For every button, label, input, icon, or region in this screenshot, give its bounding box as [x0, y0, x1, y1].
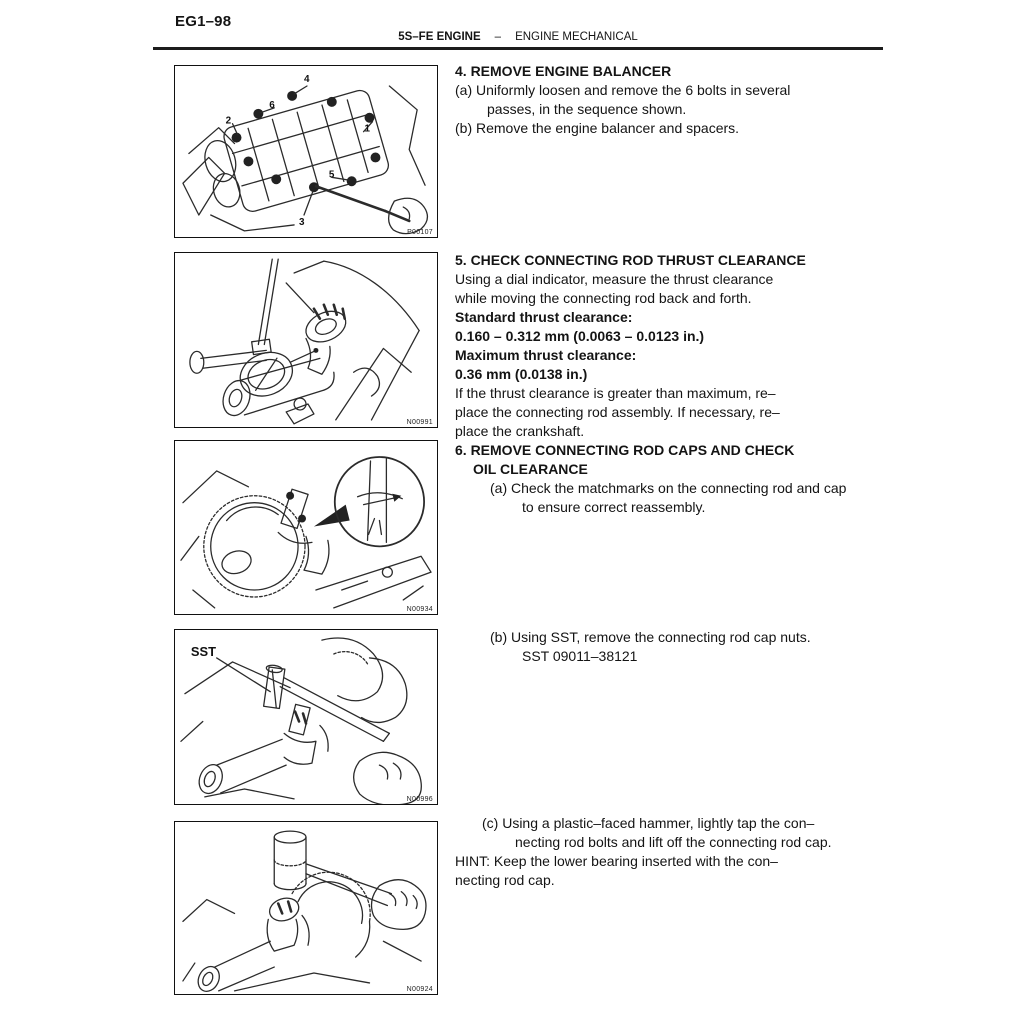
figure-sst-cap-nuts	[174, 629, 438, 805]
section-4-text	[455, 62, 895, 138]
text-line: place the crankshaft.	[455, 423, 585, 439]
connecting-rod-cluster	[267, 895, 309, 952]
figure-code: N00996	[406, 796, 433, 803]
hammer-icon	[274, 831, 306, 890]
bolt-number-1: 1	[364, 123, 371, 135]
figure-code: N00934	[406, 606, 433, 613]
text-line: passes, in the sequence shown.	[487, 101, 687, 117]
ring-gear-arc	[292, 872, 370, 957]
text-line: necting rod bolts and lift off the connecting rod cap.	[515, 834, 832, 850]
section-6b-text	[455, 628, 895, 666]
section-5-6-text	[455, 251, 895, 517]
running-header-separator: –	[494, 31, 502, 43]
magnifier-circle	[335, 457, 424, 546]
text-line: 4. REMOVE ENGINE BALANCER	[455, 63, 672, 79]
crank-journal	[195, 739, 286, 797]
bearing-cap-baseplate	[316, 556, 431, 608]
crankshaft-webs	[322, 638, 407, 722]
text-line: SST 09011–38121	[522, 648, 638, 664]
hammer-illustration	[175, 822, 437, 994]
text-line: OIL CLEARANCE	[473, 461, 588, 477]
sst-socket-tool	[264, 664, 285, 708]
hand-icon	[372, 880, 426, 930]
text-line: Maximum thrust clearance:	[455, 347, 637, 363]
text-line: HINT: Keep the lower bearing inserted with the con–	[455, 853, 778, 869]
socket-wrench-icon	[316, 186, 428, 233]
text-line: to ensure correct reassembly.	[522, 499, 706, 515]
magnifier-pointer	[314, 505, 350, 527]
page-number: EG1–98	[175, 13, 232, 30]
figure-code: N00924	[406, 986, 433, 993]
text-line: 5. CHECK CONNECTING ROD THRUST CLEARANCE	[455, 252, 806, 268]
connecting-rod	[301, 305, 350, 374]
hammer-handle	[306, 864, 391, 906]
figure-matchmarks	[174, 440, 438, 615]
text-line: necting rod cap.	[455, 872, 555, 888]
text-line: Using a dial indicator, measure the thrust clearance	[455, 271, 774, 287]
text-line: Standard thrust clearance:	[455, 309, 633, 325]
flywheel-ring-gear	[204, 496, 305, 597]
wrench-handle	[280, 678, 389, 742]
text-line: place the connecting rod assembly. If necessary, re–	[455, 404, 780, 420]
sst-label: SST	[190, 643, 216, 659]
indicator-stand	[190, 259, 278, 373]
bolt-number-2: 2	[225, 115, 232, 127]
text-line: (b) Using SST, remove the connecting rod cap nuts.	[490, 629, 811, 645]
text-line: 0.160 – 0.312 mm (0.0063 – 0.0123 in.)	[455, 328, 705, 344]
text-line: 0.36 mm (0.0138 in.)	[455, 366, 588, 382]
bolt-number-6: 6	[269, 99, 275, 111]
bolt-number-3: 3	[299, 216, 305, 228]
figure-code: N00991	[406, 419, 433, 426]
running-header	[153, 31, 883, 43]
balancer-body	[198, 88, 391, 220]
figure-engine-balancer	[174, 65, 438, 238]
engine-balancer-illustration	[175, 66, 437, 237]
text-line: (a) Check the matchmarks on the connecting rod and cap	[490, 480, 847, 496]
dial-indicator-icon	[234, 345, 319, 404]
figure-code: P00107	[407, 229, 433, 236]
section-6c-text	[455, 814, 895, 890]
text-line: (c) Using a plastic–faced hammer, lightly tap the con–	[482, 815, 815, 831]
bolt-number-4: 4	[304, 74, 310, 86]
text-line: while moving the connecting rod back and forth.	[455, 290, 752, 306]
connecting-rod-and-cap	[278, 489, 329, 574]
text-line: (a) Uniformly loosen and remove the 6 bolts in several	[455, 82, 791, 98]
bolt-number-5: 5	[328, 169, 335, 181]
running-header-engine: 5S–FE ENGINE	[398, 31, 481, 43]
text-line: (b) Remove the engine balancer and spacers.	[455, 120, 740, 136]
connecting-rod-cluster	[284, 704, 328, 764]
figure-hammer-tap	[174, 821, 438, 995]
header-rule	[153, 47, 883, 50]
crank-journal	[194, 941, 274, 994]
sst-illustration	[175, 630, 437, 804]
matchmarks-illustration	[175, 441, 437, 614]
dial-indicator-illustration	[175, 253, 437, 427]
figure-dial-indicator	[174, 252, 438, 428]
running-header-section: ENGINE MECHANICAL	[515, 31, 638, 43]
text-line: 6. REMOVE CONNECTING ROD CAPS AND CHECK	[455, 442, 795, 458]
crank-journal	[219, 358, 334, 424]
text-line: If the thrust clearance is greater than maximum, re–	[455, 385, 776, 401]
